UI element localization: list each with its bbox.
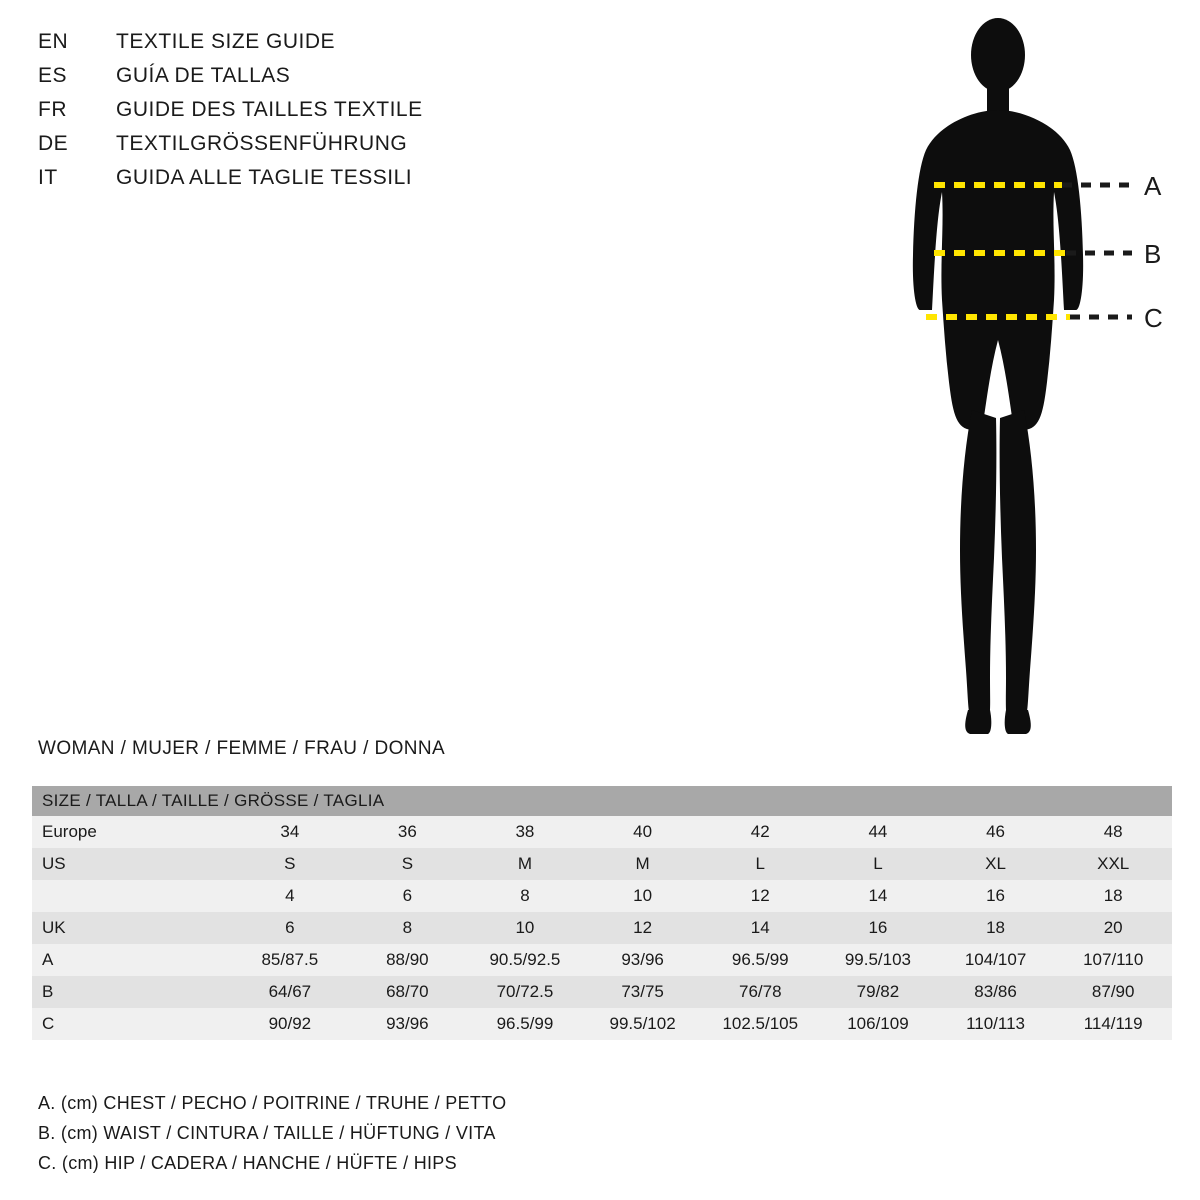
cell-a-4: 96.5/99 — [701, 944, 819, 976]
cell-us-0: S — [231, 848, 349, 880]
cell-b-4: 76/78 — [701, 976, 819, 1008]
cell-c-4: 102.5/105 — [701, 1008, 819, 1040]
row-label-uk: UK — [32, 912, 231, 944]
cell-usnum-1: 6 — [349, 880, 466, 912]
cell-uk-0: 6 — [231, 912, 349, 944]
cell-b-7: 87/90 — [1054, 976, 1172, 1008]
row-label-us: US — [32, 848, 231, 880]
size-table-body — [32, 816, 1172, 1040]
cell-usnum-0: 4 — [231, 880, 349, 912]
cell-a-3: 93/96 — [584, 944, 702, 976]
cell-b-3: 73/75 — [584, 976, 702, 1008]
cell-europe-0: 34 — [231, 816, 349, 848]
cell-europe-1: 36 — [349, 816, 466, 848]
cell-uk-4: 14 — [701, 912, 819, 944]
cell-europe-7: 48 — [1054, 816, 1172, 848]
title-block — [38, 30, 738, 200]
footnote-a: A. (cm) CHEST / PECHO / POITRINE / TRUHE / PETTO — [38, 1093, 507, 1113]
figure-label-c: C — [1144, 303, 1163, 333]
footnote-b: B. (cm) WAIST / CINTURA / TAILLE / HÜFTUNG / VITA — [38, 1123, 496, 1143]
cell-c-2: 96.5/99 — [466, 1008, 584, 1040]
title-text-fr: GUIDE DES TAILLES TEXTILE — [116, 98, 423, 121]
cell-c-0: 90/92 — [231, 1008, 349, 1040]
language-code-es: ES — [38, 64, 68, 87]
cell-usnum-6: 16 — [937, 880, 1055, 912]
title-row — [38, 64, 738, 98]
cell-usnum-4: 12 — [701, 880, 819, 912]
title-row — [38, 98, 738, 132]
cell-usnum-2: 8 — [466, 880, 584, 912]
cell-a-5: 99.5/103 — [819, 944, 937, 976]
body-measurement-figure — [860, 10, 1190, 750]
cell-uk-1: 8 — [349, 912, 466, 944]
cell-b-5: 79/82 — [819, 976, 937, 1008]
title-row — [38, 30, 738, 64]
cell-us-1: S — [349, 848, 466, 880]
row-label-c: C — [32, 1008, 231, 1040]
cell-us-5: L — [819, 848, 937, 880]
size-table-head — [32, 786, 1172, 816]
cell-a-1: 88/90 — [349, 944, 466, 976]
cell-europe-4: 42 — [701, 816, 819, 848]
cell-us-7: XXL — [1054, 848, 1172, 880]
language-code-de: DE — [38, 132, 69, 155]
section-label-woman: WOMAN / MUJER / FEMME / FRAU / DONNA — [38, 738, 446, 759]
table-row — [32, 848, 1172, 880]
title-text-en: TEXTILE SIZE GUIDE — [116, 30, 336, 53]
cell-a-2: 90.5/92.5 — [466, 944, 584, 976]
title-row — [38, 166, 738, 200]
language-code-fr: FR — [38, 98, 67, 121]
cell-europe-2: 38 — [466, 816, 584, 848]
cell-europe-5: 44 — [819, 816, 937, 848]
cell-b-1: 68/70 — [349, 976, 466, 1008]
size-table — [32, 786, 1172, 1040]
size-table-header-cell: SIZE / TALLA / TAILLE / GRÖSSE / TAGLIA — [32, 786, 1172, 816]
cell-europe-6: 46 — [937, 816, 1055, 848]
cell-uk-7: 20 — [1054, 912, 1172, 944]
figure-label-b: B — [1144, 239, 1162, 269]
cell-c-3: 99.5/102 — [584, 1008, 702, 1040]
cell-usnum-7: 18 — [1054, 880, 1172, 912]
footnotes — [38, 1088, 838, 1178]
title-text-es: GUÍA DE TALLAS — [116, 64, 291, 87]
language-code-en: EN — [38, 30, 69, 53]
cell-us-3: M — [584, 848, 702, 880]
language-code-it: IT — [38, 166, 58, 189]
row-label-a: A — [32, 944, 231, 976]
title-text-it: GUIDA ALLE TAGLIE TESSILI — [116, 166, 413, 189]
table-row — [32, 976, 1172, 1008]
cell-c-5: 106/109 — [819, 1008, 937, 1040]
cell-a-7: 107/110 — [1054, 944, 1172, 976]
title-text-de: TEXTILGRÖSSENFÜHRUNG — [116, 132, 408, 155]
row-label-b: B — [32, 976, 231, 1008]
cell-usnum-5: 14 — [819, 880, 937, 912]
female-silhouette-icon — [913, 18, 1083, 734]
cell-c-6: 110/113 — [937, 1008, 1055, 1040]
cell-c-1: 93/96 — [349, 1008, 466, 1040]
table-row — [32, 816, 1172, 848]
cell-b-0: 64/67 — [231, 976, 349, 1008]
cell-us-2: M — [466, 848, 584, 880]
table-row — [32, 880, 1172, 912]
cell-uk-6: 18 — [937, 912, 1055, 944]
cell-us-6: XL — [937, 848, 1055, 880]
cell-uk-3: 12 — [584, 912, 702, 944]
cell-us-4: L — [701, 848, 819, 880]
table-row — [32, 1008, 1172, 1040]
table-header-row — [32, 786, 1172, 816]
cell-b-6: 83/86 — [937, 976, 1055, 1008]
cell-a-0: 85/87.5 — [231, 944, 349, 976]
figure-label-a: A — [1144, 171, 1162, 201]
table-row — [32, 944, 1172, 976]
cell-b-2: 70/72.5 — [466, 976, 584, 1008]
title-row — [38, 132, 738, 166]
cell-c-7: 114/119 — [1054, 1008, 1172, 1040]
table-row — [32, 912, 1172, 944]
cell-usnum-3: 10 — [584, 880, 702, 912]
cell-uk-2: 10 — [466, 912, 584, 944]
row-label-us-numeric — [32, 880, 231, 912]
cell-uk-5: 16 — [819, 912, 937, 944]
cell-a-6: 104/107 — [937, 944, 1055, 976]
footnote-c: C. (cm) HIP / CADERA / HANCHE / HÜFTE / HIPS — [38, 1153, 457, 1173]
cell-europe-3: 40 — [584, 816, 702, 848]
row-label-europe: Europe — [32, 816, 231, 848]
